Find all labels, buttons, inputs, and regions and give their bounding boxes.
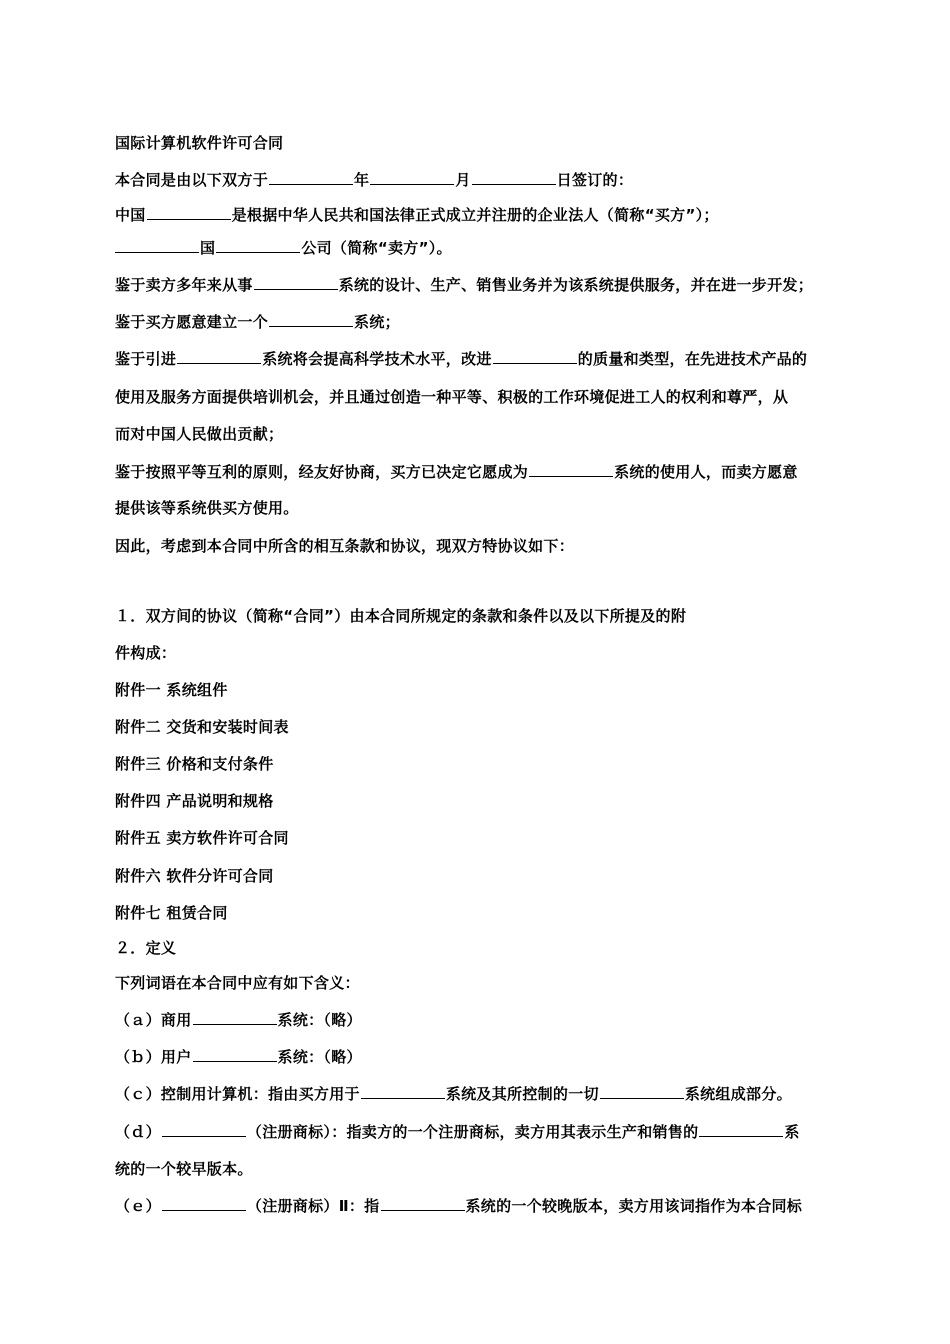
- definition-item: 统的一个较早版本。: [115, 1160, 253, 1178]
- fill-in-blank[interactable]: [177, 349, 261, 364]
- clause-1-line: １．双方间的协议（简称“合同”）由本合同所规定的条款和条件以及以下所提及的附: [115, 607, 687, 625]
- paragraph-line: [115, 238, 860, 258]
- text-segment: 系统的设计、生产、销售业务并为该系统提供服务，并在进一步开发；: [338, 276, 814, 294]
- document-title: 国际计算机软件许可合同: [115, 134, 284, 152]
- text-segment: 本合同是由以下双方于: [115, 171, 269, 189]
- text-segment: 鉴于按照平等互利的原则，经友好协商，买方已决定它愿成为: [115, 463, 529, 481]
- definition-item: [115, 1196, 860, 1216]
- fill-in-blank[interactable]: [147, 205, 231, 220]
- definition-item: [115, 1010, 860, 1030]
- paragraph-line: 提供该等系统供买方使用。: [115, 499, 299, 517]
- paragraph-line: [115, 275, 860, 295]
- text-segment: （ｃ）控制用计算机：指由买方用于: [115, 1085, 360, 1103]
- fill-in-blank[interactable]: [269, 312, 353, 327]
- fill-in-blank[interactable]: [162, 1122, 246, 1137]
- text-segment: 系统的一个较晚版本，卖方用该词指作为本合同标: [465, 1197, 803, 1215]
- paragraph-line: [115, 170, 860, 190]
- clause-1-line: 件构成：: [115, 644, 177, 662]
- paragraph-line: 使用及服务方面提供培训机会，并且通过创造一种平等、积极的工作环境促进工人的权利和尊严，从: [115, 388, 789, 406]
- fill-in-blank[interactable]: [699, 1122, 783, 1137]
- annex-item: 附件一 系统组件: [115, 681, 228, 699]
- paragraph-line: 因此，考虑到本合同中所含的相互条款和协议，现双方特协议如下：: [115, 537, 575, 555]
- text-segment: （ｂ）用户: [115, 1048, 192, 1066]
- definition-item: [115, 1047, 860, 1067]
- fill-in-blank[interactable]: [162, 1196, 246, 1211]
- text-segment: 年: [354, 171, 370, 189]
- fill-in-blank[interactable]: [529, 462, 613, 477]
- text-segment: 鉴于引进: [115, 350, 177, 368]
- text-segment: 中国: [115, 206, 146, 224]
- annex-item: 附件二 交货和安装时间表: [115, 718, 289, 736]
- text-segment: 公司（简称“卖方”）。: [301, 239, 452, 257]
- fill-in-blank[interactable]: [493, 349, 577, 364]
- fill-in-blank[interactable]: [600, 1084, 684, 1099]
- paragraph-line: 而对中国人民做出贡献；: [115, 425, 284, 443]
- text-segment: （ａ）商用: [115, 1011, 192, 1029]
- fill-in-blank[interactable]: [269, 170, 353, 185]
- fill-in-blank[interactable]: [472, 170, 556, 185]
- definition-item: [115, 1122, 860, 1142]
- definition-item: [115, 1084, 860, 1104]
- text-segment: 系统：（略）: [277, 1048, 362, 1066]
- paragraph-line: [115, 462, 860, 482]
- text-segment: （注册商标）：指卖方的一个注册商标，卖方用其表示生产和销售的: [246, 1123, 699, 1141]
- text-segment: （ｅ）: [115, 1197, 161, 1215]
- text-segment: 系统及其所控制的一切: [445, 1085, 599, 1103]
- fill-in-blank[interactable]: [361, 1084, 445, 1099]
- text-segment: 系统将会提高科学技术水平，改进: [262, 350, 492, 368]
- text-segment: 系: [784, 1123, 800, 1141]
- text-segment: 国: [200, 239, 216, 257]
- fill-in-blank[interactable]: [193, 1047, 277, 1062]
- annex-item: 附件六 软件分许可合同: [115, 867, 274, 885]
- annex-item: 附件五 卖方软件许可合同: [115, 829, 289, 847]
- paragraph-line: [115, 312, 860, 332]
- text-segment: 的质量和类型，在先进技术产品的: [577, 350, 808, 368]
- paragraph-line: [115, 349, 860, 369]
- text-segment: 日签订的：: [556, 171, 634, 189]
- text-segment: 系统的使用人，而卖方愿意: [614, 463, 798, 481]
- annex-item: 附件七 租赁合同: [115, 904, 228, 922]
- text-segment: 系统；: [354, 313, 400, 331]
- fill-in-blank[interactable]: [254, 275, 338, 290]
- text-segment: 是根据中华人民共和国法律正式成立并注册的企业法人（简称“买方”）；: [231, 206, 719, 224]
- text-segment: 鉴于卖方多年来从事: [115, 276, 253, 294]
- fill-in-blank[interactable]: [216, 238, 300, 253]
- fill-in-blank[interactable]: [115, 238, 199, 253]
- paragraph-line: [115, 205, 860, 225]
- clause-2-intro: 下列词语在本合同中应有如下含义：: [115, 974, 360, 992]
- text-segment: 系统组成部分。: [684, 1085, 792, 1103]
- annex-item: 附件四 产品说明和规格: [115, 792, 274, 810]
- text-segment: （注册商标）Ⅱ：指: [246, 1197, 380, 1215]
- text-segment: （ｄ）: [115, 1123, 161, 1141]
- fill-in-blank[interactable]: [193, 1010, 277, 1025]
- text-segment: 系统：（略）: [277, 1011, 362, 1029]
- annex-item: 附件三 价格和支付条件: [115, 755, 274, 773]
- text-segment: 月: [455, 171, 471, 189]
- text-segment: 鉴于买方愿意建立一个: [115, 313, 269, 331]
- fill-in-blank[interactable]: [370, 170, 454, 185]
- clause-2-heading: ２．定义: [115, 939, 177, 957]
- fill-in-blank[interactable]: [381, 1196, 465, 1211]
